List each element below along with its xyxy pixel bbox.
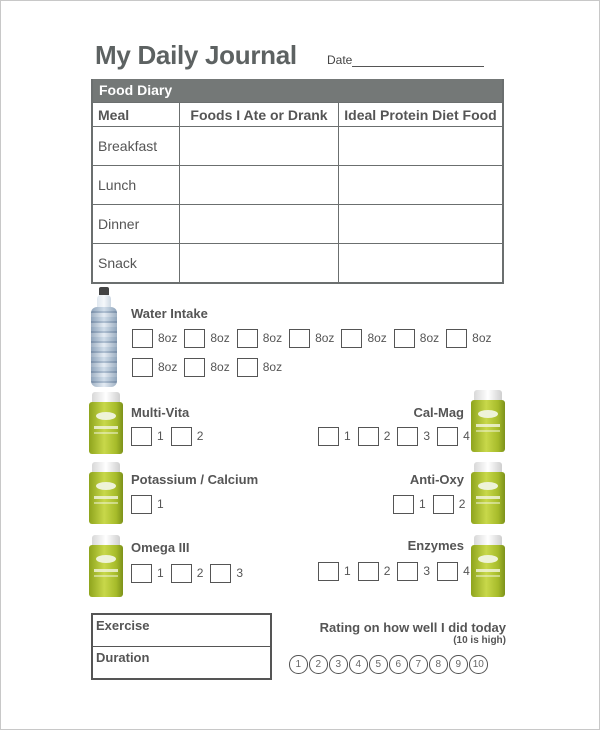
rating-option-10[interactable]: 10 xyxy=(469,655,488,674)
meal-label: Breakfast xyxy=(93,127,180,165)
omega-options xyxy=(131,563,250,583)
water-unit-label: 8oz xyxy=(367,331,387,345)
date-field[interactable] xyxy=(352,66,484,67)
potassium-calcium-jar-icon xyxy=(89,462,123,524)
water-intake-label: Water Intake xyxy=(131,306,208,321)
rating-option-2[interactable]: 2 xyxy=(309,655,328,674)
option-number: 1 xyxy=(157,566,164,580)
meal-label: Lunch xyxy=(93,166,180,204)
exercise-label: Exercise xyxy=(96,618,150,633)
cal-mag-label: Cal-Mag xyxy=(413,405,464,420)
option-number: 2 xyxy=(196,566,204,580)
option-number: 1 xyxy=(157,429,164,443)
anti-oxy-options xyxy=(393,494,472,514)
option-number: 2 xyxy=(196,429,204,443)
rating-option-6[interactable]: 6 xyxy=(389,655,408,674)
cal-mag-checkbox-2[interactable] xyxy=(358,427,379,446)
omega-checkbox-1[interactable] xyxy=(131,564,152,583)
enzymes-options xyxy=(318,561,477,581)
rating-scale xyxy=(289,655,488,674)
anti-oxy-checkbox-2[interactable] xyxy=(433,495,454,514)
meal-label: Snack xyxy=(93,244,180,282)
water-checkbox-1[interactable] xyxy=(132,329,153,348)
column-header-meal: Meal xyxy=(93,103,180,126)
water-unit-label: 8oz xyxy=(210,360,230,374)
option-number: 4 xyxy=(463,429,470,443)
foods-cell-dinner[interactable] xyxy=(180,205,339,243)
rating-option-7[interactable]: 7 xyxy=(409,655,428,674)
option-number: 4 xyxy=(463,564,470,578)
ideal-cell-dinner[interactable] xyxy=(339,205,502,243)
option-number: 1 xyxy=(157,497,164,511)
anti-oxy-label: Anti-Oxy xyxy=(409,472,464,487)
water-checkbox-10[interactable] xyxy=(237,358,258,377)
ideal-cell-snack[interactable] xyxy=(339,244,502,282)
ideal-cell-breakfast[interactable] xyxy=(339,127,502,165)
anti-oxy-jar-icon xyxy=(471,462,505,524)
omega-label: Omega III xyxy=(131,540,190,555)
multi-vita-options xyxy=(131,426,210,446)
duration-field[interactable] xyxy=(93,647,270,679)
water-checkbox-7[interactable] xyxy=(446,329,467,348)
foods-cell-breakfast[interactable] xyxy=(180,127,339,165)
cal-mag-checkbox-4[interactable] xyxy=(437,427,458,446)
food-diary-table xyxy=(91,79,504,284)
potassium-calcium-options xyxy=(131,494,171,514)
water-checkbox-4[interactable] xyxy=(289,329,310,348)
rating-title: Rating on how well I did today xyxy=(319,620,506,635)
water-unit-label: 8oz xyxy=(315,331,335,345)
option-number: 3 xyxy=(423,564,431,578)
omega-checkbox-2[interactable] xyxy=(171,564,192,583)
table-row-snack xyxy=(93,243,502,282)
potassium-calcium-checkbox-1[interactable] xyxy=(131,495,152,514)
rating-option-1[interactable]: 1 xyxy=(289,655,308,674)
table-row-breakfast xyxy=(93,126,502,165)
duration-label: Duration xyxy=(96,649,150,665)
water-unit-label: 8oz xyxy=(262,360,283,374)
water-unit-label: 8oz xyxy=(158,331,178,345)
exercise-field[interactable] xyxy=(93,615,270,647)
table-header-row xyxy=(93,102,502,126)
enzymes-checkbox-4[interactable] xyxy=(437,562,458,581)
column-header-foods: Foods I Ate or Drank xyxy=(180,103,339,126)
enzymes-checkbox-1[interactable] xyxy=(318,562,339,581)
exercise-box xyxy=(91,613,272,680)
enzymes-checkbox-2[interactable] xyxy=(358,562,379,581)
food-diary-header: Food Diary xyxy=(93,79,502,102)
multi-vita-checkbox-2[interactable] xyxy=(171,427,192,446)
page-title: My Daily Journal xyxy=(95,40,297,70)
cal-mag-options xyxy=(318,426,477,446)
date-label: Date xyxy=(327,53,353,67)
option-number: 1 xyxy=(419,497,426,511)
water-row-2 xyxy=(132,357,289,377)
anti-oxy-checkbox-1[interactable] xyxy=(393,495,414,514)
enzymes-checkbox-3[interactable] xyxy=(397,562,418,581)
rating-subtitle: (10 is high) xyxy=(453,635,506,646)
column-header-ideal: Ideal Protein Diet Food xyxy=(344,106,497,123)
potassium-calcium-label: Potassium / Calcium xyxy=(131,472,259,487)
rating-option-5[interactable]: 5 xyxy=(369,655,388,674)
enzymes-label: Enzymes xyxy=(407,538,464,553)
water-row-1 xyxy=(132,328,499,348)
cal-mag-checkbox-3[interactable] xyxy=(397,427,418,446)
option-number: 1 xyxy=(344,429,351,443)
option-number: 3 xyxy=(236,566,244,580)
multi-vita-jar-icon xyxy=(89,392,123,454)
meal-label: Dinner xyxy=(93,205,180,243)
cal-mag-checkbox-1[interactable] xyxy=(318,427,339,446)
water-unit-label: 8oz xyxy=(210,331,230,345)
omega-jar-icon xyxy=(89,535,123,597)
water-unit-label: 8oz xyxy=(419,331,440,345)
ideal-cell-lunch[interactable] xyxy=(339,166,502,204)
water-checkbox-8[interactable] xyxy=(132,358,153,377)
option-number: 2 xyxy=(383,564,391,578)
water-checkbox-5[interactable] xyxy=(341,329,362,348)
omega-checkbox-3[interactable] xyxy=(210,564,231,583)
rating-option-9[interactable]: 9 xyxy=(449,655,468,674)
water-unit-label: 8oz xyxy=(158,360,178,374)
foods-cell-lunch[interactable] xyxy=(180,166,339,204)
water-unit-label: 8oz xyxy=(262,331,283,345)
rating-option-8[interactable]: 8 xyxy=(429,655,448,674)
option-number: 2 xyxy=(383,429,391,443)
water-bottle-icon xyxy=(89,287,119,387)
water-checkbox-2[interactable] xyxy=(184,329,205,348)
option-number: 2 xyxy=(458,497,466,511)
multi-vita-checkbox-1[interactable] xyxy=(131,427,152,446)
water-checkbox-3[interactable] xyxy=(237,329,258,348)
water-checkbox-9[interactable] xyxy=(184,358,205,377)
rating-option-4[interactable]: 4 xyxy=(349,655,368,674)
multi-vita-label: Multi-Vita xyxy=(131,405,190,420)
option-number: 3 xyxy=(423,429,431,443)
foods-cell-snack[interactable] xyxy=(180,244,339,282)
water-checkbox-6[interactable] xyxy=(394,329,415,348)
option-number: 1 xyxy=(344,564,351,578)
rating-option-3[interactable]: 3 xyxy=(329,655,348,674)
water-unit-label: 8oz xyxy=(472,331,492,345)
table-row-dinner xyxy=(93,204,502,243)
table-row-lunch xyxy=(93,165,502,204)
